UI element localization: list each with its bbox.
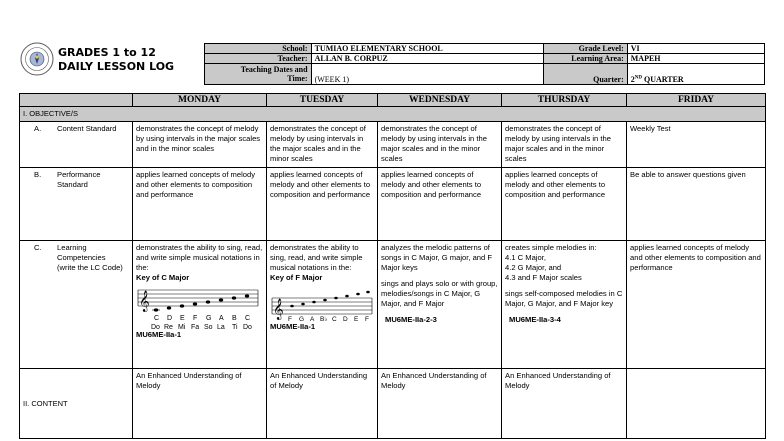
note-label: D	[343, 316, 348, 322]
thursday-item-2: 4.2 G Major, and	[505, 263, 562, 272]
competencies-row	[20, 241, 766, 369]
quarter-label: Quarter:	[544, 64, 628, 85]
wednesday-competency-text: analyzes the melodic patterns of songs in C Major, G major, and F Major keys	[381, 243, 492, 272]
lesson-log-table	[19, 93, 766, 439]
thursday-lc-code: MU6ME-IIa-3-4	[509, 315, 561, 324]
competencies-friday: applies learned concepts of melody and other elements to composition and performance	[627, 241, 766, 369]
tuesday-key: Key of F Major	[270, 273, 323, 282]
thursday-competency-text: creates simple melodies in:	[505, 243, 597, 252]
solfege-label: Re	[164, 324, 173, 330]
thursday-competency-text-2: sings self-composed melodies in C Major, G Major, and F Major key	[505, 289, 623, 308]
content-wednesday: An Enhanced Understanding of Melody	[378, 369, 502, 439]
note-label: B♭	[320, 316, 328, 322]
competencies-monday	[133, 241, 267, 369]
monday-key: Key of C Major	[136, 273, 190, 282]
note-label: F	[193, 315, 198, 322]
note-label: F	[365, 316, 369, 322]
content-monday: An Enhanced Understanding of Melody	[133, 369, 267, 439]
learning-area-value: MAPEH	[627, 54, 764, 64]
note-label: G	[299, 316, 305, 322]
content-section-title: II. CONTENT	[20, 369, 133, 439]
content-standard-num: A.	[34, 124, 42, 133]
school-label: School:	[205, 44, 312, 54]
monday-lc-code: MU6ME-IIa-1	[136, 330, 182, 339]
note-label: E	[180, 315, 185, 322]
note-label: E	[354, 316, 359, 322]
quarter-suffix: ND	[634, 75, 642, 81]
note-label: A	[310, 316, 315, 322]
quarter-value	[627, 64, 764, 85]
content-standard-row	[20, 122, 766, 168]
note-label: C	[154, 315, 160, 322]
performance-standard-text: Performance Standard	[57, 170, 101, 189]
day-friday: FRIDAY	[627, 94, 766, 107]
teaching-dates-label-2: Time:	[287, 74, 308, 83]
content-standard-friday: Weekly Test	[627, 122, 766, 168]
content-friday	[627, 369, 766, 439]
learning-area-label: Learning Area:	[544, 54, 628, 64]
performance-standard-friday: Be able to answer questions given	[627, 168, 766, 241]
solfege-label: Fa	[191, 324, 200, 330]
competencies-lc-code-note: (write the LC Code)	[57, 263, 123, 272]
competencies-label	[20, 241, 133, 369]
note-label: G	[206, 315, 212, 322]
treble-clef-icon: 𝄞	[139, 291, 150, 312]
note-label: C	[332, 316, 337, 322]
grade-level-label: Grade Level:	[544, 44, 628, 54]
day-tuesday: TUESDAY	[267, 94, 378, 107]
teacher-value: ALLAN B. CORPUZ	[311, 54, 543, 64]
note-label: C	[245, 315, 251, 322]
competencies-wednesday	[378, 241, 502, 369]
note-label: F	[288, 316, 292, 322]
performance-standard-monday: applies learned concepts of melody and other elements to composition and performance	[133, 168, 267, 241]
objectives-section-title: I. OBJECTIVE/S	[20, 107, 766, 122]
content-standard-thursday: demonstrates the concept of melody by using intervals in the major scales and in the minor scales	[502, 122, 627, 168]
teacher-label: Teacher:	[205, 54, 312, 64]
content-row	[20, 369, 766, 439]
solfege-label: La	[217, 324, 225, 330]
treble-clef-icon: 𝄞	[273, 299, 284, 320]
performance-standard-thursday: applies learned concepts of melody and other elements to composition and performance	[502, 168, 627, 241]
performance-standard-tuesday: applies learned concepts of melody and other elements to composition and performance	[267, 168, 378, 241]
solfege-label: Do	[151, 324, 160, 330]
monday-competency-text: demonstrates the ability to sing, read, and write simple musical notations in the:	[136, 243, 263, 272]
performance-standard-label	[20, 168, 133, 241]
quarter-number: 2	[630, 75, 635, 84]
content-thursday: An Enhanced Understanding of Melody	[502, 369, 627, 439]
thursday-item-1: 4.1 C Major,	[505, 253, 546, 262]
thursday-item-3: 4.3 and F Major scales	[505, 273, 582, 282]
content-standard-monday: demonstrates the concept of melody by using intervals in the major scales and in the minor scales	[133, 122, 267, 168]
competencies-text: Learning Competencies	[57, 243, 106, 262]
competencies-thursday	[502, 241, 627, 369]
performance-standard-num: B.	[34, 170, 42, 179]
performance-standard-wednesday: applies learned concepts of melody and other elements to composition and performance	[378, 168, 502, 241]
day-header-row	[20, 94, 766, 107]
content-standard-tuesday: demonstrates the concept of melody by using intervals in the major scales and in the minor scales	[267, 122, 378, 168]
header-info-left	[204, 43, 544, 85]
solfege-label: Mi	[178, 324, 186, 330]
competencies-tuesday	[267, 241, 378, 369]
f-major-scale-staff	[270, 286, 374, 322]
performance-standard-row	[20, 168, 766, 241]
day-thursday: THURSDAY	[502, 94, 627, 107]
solfege-label: So	[204, 324, 213, 330]
c-major-scale-staff	[136, 286, 260, 330]
deped-seal-logo	[20, 42, 54, 76]
wednesday-lc-code: MU6ME-IIa-2-3	[385, 315, 437, 324]
solfege-label: Ti	[232, 324, 238, 330]
content-standard-wednesday: demonstrates the concept of melody by using intervals in the major scales and in the minor scales	[378, 122, 502, 168]
solfege-label: Do	[243, 324, 252, 330]
content-tuesday: An Enhanced Understanding of Melody	[267, 369, 378, 439]
competencies-num: C.	[34, 243, 42, 252]
content-standard-label	[20, 122, 133, 168]
teaching-dates-label-1: Teaching Dates and	[240, 65, 308, 74]
wednesday-competency-text-2: sings and plays solo or with group, melodies/songs in C Major, G Major, and F Major	[381, 279, 498, 308]
header-info-right	[543, 43, 765, 85]
quarter-word: QUARTER	[641, 75, 684, 84]
note-label: A	[219, 315, 224, 322]
form-title-grades: GRADES 1 to 12	[58, 46, 156, 59]
content-standard-text: Content Standard	[57, 124, 117, 133]
form-title-dll: DAILY LESSON LOG	[58, 60, 175, 73]
day-monday: MONDAY	[133, 94, 267, 107]
tuesday-competency-text: demonstrates the ability to sing, read, and write simple musical notations in the:	[270, 243, 363, 272]
teaching-dates-value: (WEEK 1)	[311, 64, 543, 85]
grade-level-value: VI	[627, 44, 764, 54]
teaching-dates-label	[205, 64, 312, 85]
header-corner	[20, 94, 133, 107]
note-label: D	[167, 315, 173, 322]
day-wednesday: WEDNESDAY	[378, 94, 502, 107]
school-value: TUMIAO ELEMENTARY SCHOOL	[311, 44, 543, 54]
tuesday-lc-code: MU6ME-IIa-1	[270, 322, 316, 331]
objectives-section-row	[20, 107, 766, 122]
note-label: B	[232, 315, 237, 322]
